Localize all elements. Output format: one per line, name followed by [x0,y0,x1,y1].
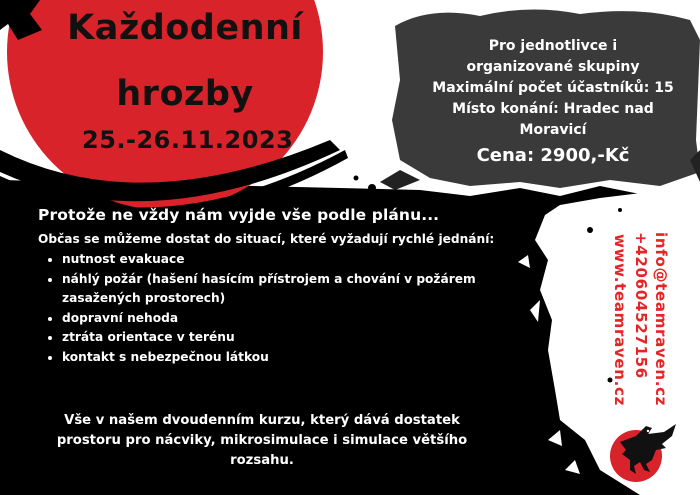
price: Cena: 2900,-Kč [476,145,630,166]
info-line-3: Maximální počet účastníků: 15 [432,80,674,96]
list-item: • nutnost evakuace [62,250,496,270]
contact-phone[interactable]: +420604527156 [632,232,650,379]
info-line-5: Moravicí [519,122,587,138]
event-date: 25.-26.11.2023 [82,126,294,154]
contact-email[interactable]: info@teamraven.cz [652,232,670,407]
list-item: • kontakt s nebezpečnou látkou [62,348,496,368]
title-line-2: hrozby [116,74,254,114]
closing-text: Vše v našem dvoudenním kurzu, který dává dostatek prostoru pro nácviky, mikrosimulace i simulace většího rozsahu. [56,413,468,468]
list-item: • náhlý požár (hašení hasícím přístrojem a chování v požárem zasažených prostorech) [62,270,496,309]
intro-text: Občas se můžeme dostat do situací, které vyžadují rychlé jednání: [38,232,495,246]
info-box [430,36,676,171]
main-heading: Protože ne vždy nám vyjde vše podle plánu... [38,206,440,224]
info-line-1: Pro jednotlivce i [488,38,618,54]
info-line-4: Místo konání: Hradec nad [452,101,654,117]
raven-logo-icon [606,414,678,486]
info-line-2: organizované skupiny [466,59,640,75]
threat-list [38,250,496,367]
list-item: • ztráta orientace v terénu [62,328,496,348]
main-content [38,206,496,367]
contact-web[interactable]: www.teamraven.cz [611,234,629,407]
title-line-1: Každodenní [67,8,303,48]
list-item: • dopravní nehoda [62,309,496,329]
